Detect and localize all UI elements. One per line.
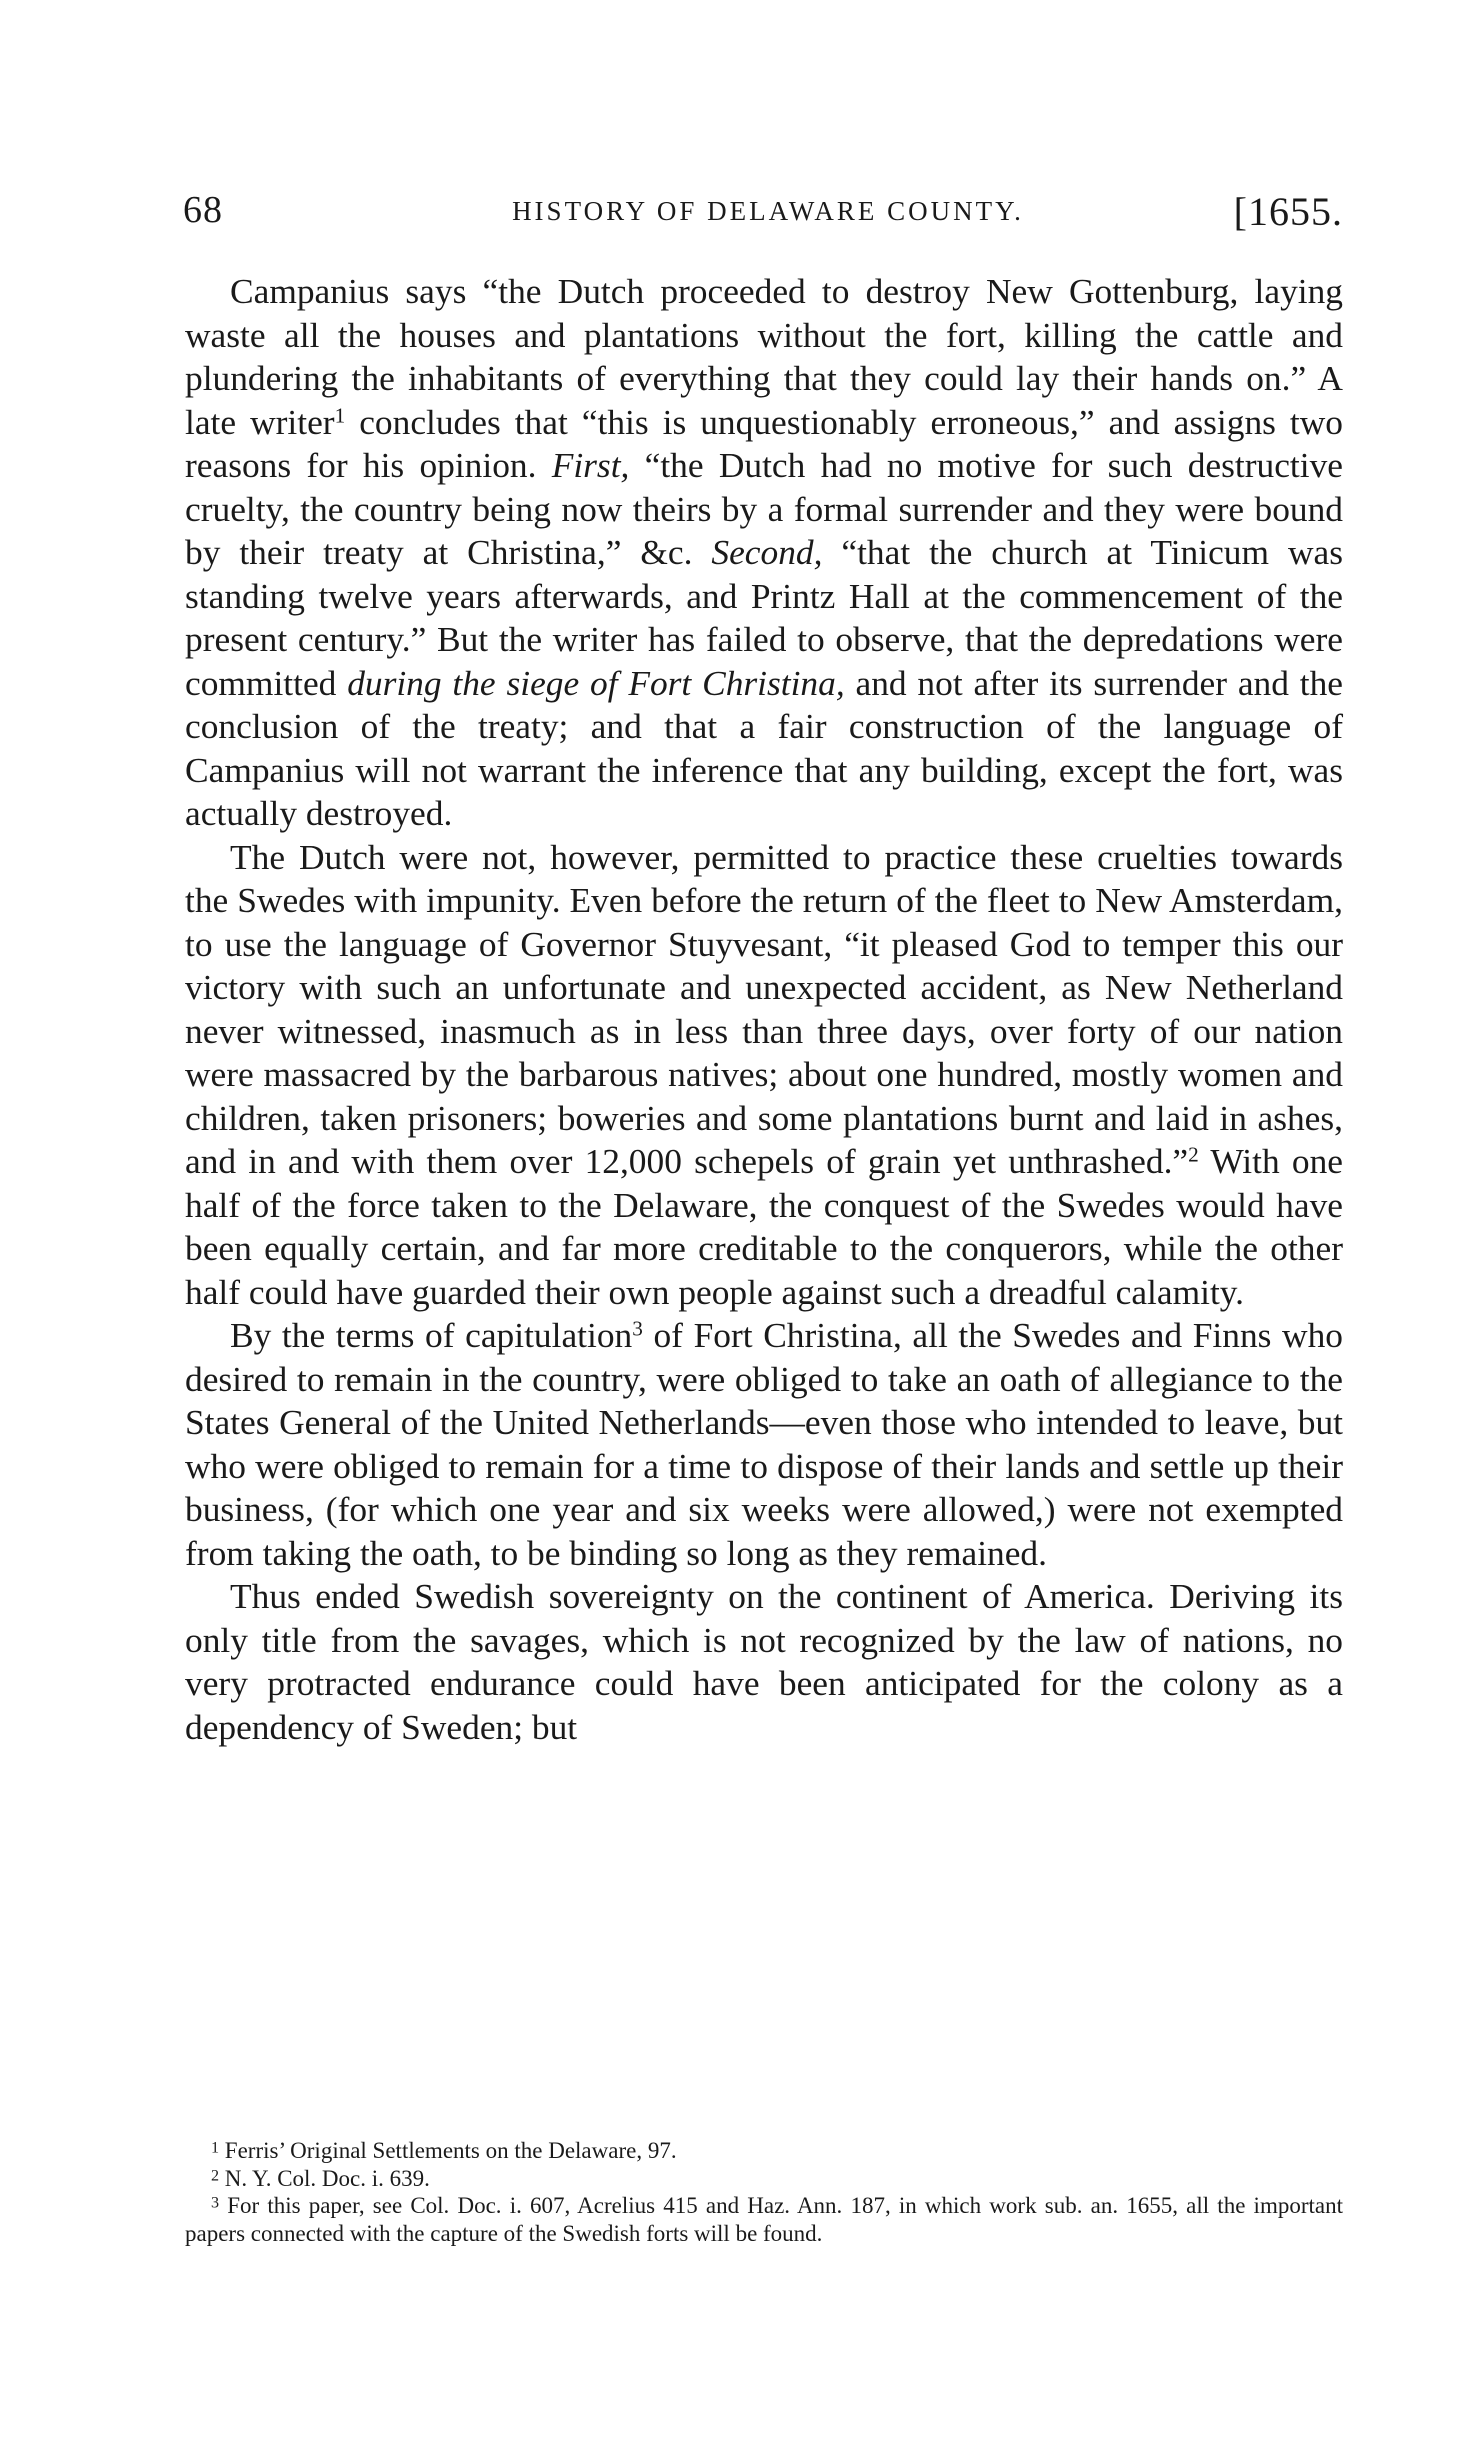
paragraph	[185, 270, 1343, 836]
footnote	[185, 2192, 1343, 2247]
text-run: of Fort Christina, all the Swedes and Finns who desired to remain in the country, were obliged to take an oath of allegiance to the States General of the United Netherlands—even those who intended to leave, but who were obliged to remain for a time to dispose of their lands and settle up their business, (for which one year and six weeks were allowed,) were not exempted from taking the oath, to be binding so long as they remained.	[185, 1315, 1343, 1573]
running-head	[183, 188, 1343, 238]
footnote-ref: 3	[632, 1316, 643, 1341]
text-run: With one half of the force taken to the Delaware, the conquest of the Swedes would have been equally certain, and far more creditable to the conquerors, while the other half could have guarded their own people against such a dreadful calamity.	[185, 1141, 1343, 1312]
footnote-ref: 2	[1188, 1142, 1199, 1167]
text-run: Thus ended Swedish sovereignty on the continent of America. Deriving its only title from the savages, which is not recognized by the law of nations, no very protracted endurance could have been anticipated for the colony as a dependency of Sweden; but	[185, 1576, 1343, 1747]
text-run: The Dutch were not, however, permitted to practice these cruelties towards the Swedes with impunity. Even before the return of the fleet to New Amsterdam, to use the language of Governor Stuyvesant, “it pleased God to temper this our victory with such an unfortunate and unexpected accident, as New Netherland never witnessed, inasmuch as in less than three days, over forty of our nation were massacred by the barbarous natives; about one hundred, mostly women and children, taken prisoners; boweries and some plantations burnt and laid in ashes, and in and with them over 12,000 schepels of grain yet unthrashed.”	[185, 836, 1343, 1181]
footnotes	[185, 2137, 1343, 2247]
paragraph	[185, 1575, 1343, 1749]
footnote-text: For this paper, see Col. Doc. i. 607, Acrelius 415 and Haz. Ann. 187, in which work sub. an. 1655, all the important papers connected with the capture of the Swedish forts will be found.	[185, 2193, 1343, 2246]
text-run: concludes that “this is unquestionably erroneous,” and assigns two reasons for his opinion.	[185, 401, 1344, 485]
italic-text: First,	[551, 445, 630, 485]
footnote-text: N. Y. Col. Doc. i. 639.	[219, 2165, 430, 2191]
paragraph	[185, 836, 1343, 1315]
footnote	[185, 2165, 1343, 2193]
text-run: and not after its surrender and the conclusion of the treaty; and that a fair construction of the language of Campanius will not warrant the inference that any building, except the fort, was actually destroyed.	[185, 662, 1343, 833]
footnote-text: Ferris’ Original Settlements on the Delaware, 97.	[219, 2138, 677, 2163]
footnote-mark: 3	[211, 2194, 220, 2212]
footnote-ref: 1	[334, 402, 346, 427]
footnote	[185, 2137, 1343, 2165]
paragraph	[185, 1314, 1343, 1575]
text-run: Campanius says “the Dutch proceeded to destroy New Gottenburg, laying waste all the houses and plantations without the fort, killing the cattle and plundering the inhabitants of everything that they could lay their hands on.” A late writer	[185, 271, 1343, 442]
footnote-mark: 1	[211, 2139, 220, 2157]
italic-text: during the siege of Fort Christina,	[347, 662, 845, 703]
text-run: By the terms of capitulation	[230, 1315, 633, 1355]
text-run: “that the church at Tinicum was standing twelve years afterwards, and Printz Hall at the commencement of the present century.” But the writer has failed to observe, that the depredations were committed	[185, 532, 1343, 703]
italic-text: Second,	[711, 532, 823, 572]
body-text	[185, 270, 1343, 1749]
running-year: [1655.	[1233, 189, 1343, 234]
running-title: HISTORY OF DELAWARE COUNTY.	[512, 196, 1024, 226]
text-run: “the Dutch had no motive for such destructive cruelty, the country being now theirs by a formal surrender and they were bound by their treaty at Christina,” &c.	[185, 445, 1343, 572]
footnote-mark: 2	[211, 2166, 220, 2184]
page-number: 68	[183, 189, 223, 231]
